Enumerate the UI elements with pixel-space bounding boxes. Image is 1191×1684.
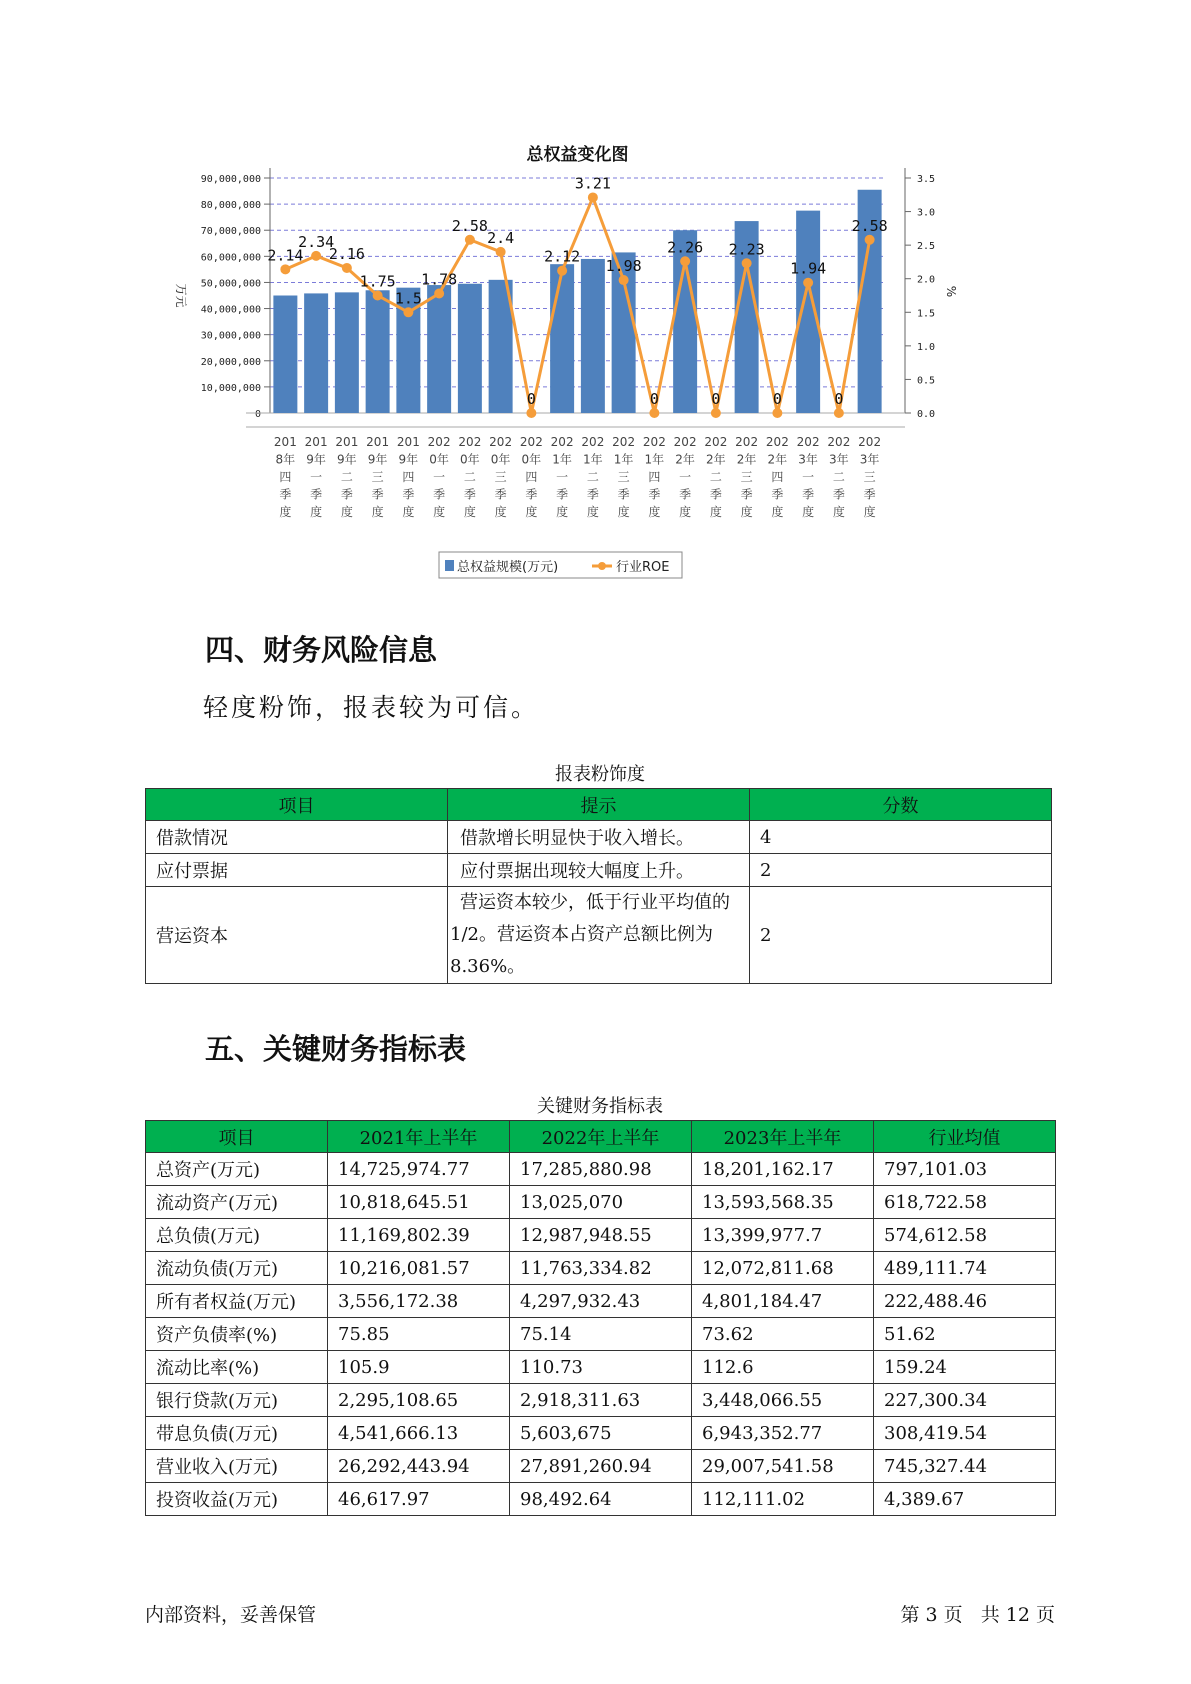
indicator-cell: 投资收益(万元) bbox=[146, 1483, 328, 1516]
roe-point bbox=[742, 258, 752, 268]
x-tick-label: 1年 bbox=[644, 452, 665, 467]
x-tick-label: 202 bbox=[489, 435, 513, 449]
roe-point bbox=[649, 408, 659, 418]
x-tick-label: 3年 bbox=[829, 452, 849, 467]
x-tick-label: 3年 bbox=[798, 452, 818, 467]
x-tick-label: 度 bbox=[556, 505, 569, 519]
indicator-cell: 3,556,172.38 bbox=[328, 1285, 510, 1318]
indicator-table-header bbox=[146, 1121, 1056, 1153]
y-right-tick-label: 2.0 bbox=[917, 274, 936, 286]
x-tick-label: 202 bbox=[858, 435, 882, 449]
x-tick-label: 202 bbox=[612, 435, 636, 449]
indicator-cell: 159.24 bbox=[874, 1351, 1056, 1384]
indicator-table bbox=[145, 1120, 1056, 1516]
indicator-cell: 资产负债率(%) bbox=[146, 1318, 328, 1351]
risk-cell: 2 bbox=[750, 887, 1052, 984]
x-tick-label: 3年 bbox=[859, 452, 880, 467]
x-tick-label: 二 bbox=[832, 470, 845, 484]
x-tick-label: 度 bbox=[617, 505, 630, 519]
x-tick-label: 三 bbox=[371, 470, 384, 484]
indicator-cell: 13,025,070 bbox=[510, 1186, 692, 1219]
roe-data-label: 1.78 bbox=[421, 270, 458, 289]
x-tick-label: 9年 bbox=[398, 452, 419, 467]
y-left-tick-label: 50,000,000 bbox=[200, 278, 261, 290]
indicator-cell: 51.62 bbox=[874, 1318, 1056, 1351]
bar-mark bbox=[427, 285, 451, 413]
table-row bbox=[146, 1450, 1056, 1483]
indicator-cell: 12,987,948.55 bbox=[510, 1219, 692, 1252]
roe-data-label: 1.98 bbox=[605, 257, 642, 276]
x-tick-label: 季 bbox=[709, 487, 722, 502]
table-row bbox=[146, 1219, 1056, 1252]
x-tick-label: 202 bbox=[427, 435, 451, 449]
roe-data-label: 1.5 bbox=[394, 289, 422, 308]
x-tick-label: 季 bbox=[617, 487, 630, 502]
y-left-tick-label: 0 bbox=[254, 409, 261, 420]
indicator-cell: 12,072,811.68 bbox=[692, 1252, 874, 1285]
x-tick-label: 202 bbox=[765, 435, 789, 449]
table-row bbox=[146, 854, 1052, 887]
indicator-cell: 4,801,184.47 bbox=[692, 1285, 874, 1318]
x-tick-label: 202 bbox=[735, 435, 759, 449]
risk-header-hint: 提示 bbox=[448, 789, 750, 821]
y-left-tick-label: 40,000,000 bbox=[200, 304, 261, 316]
roe-point bbox=[834, 408, 844, 418]
roe-point bbox=[680, 256, 690, 266]
bar-mark bbox=[581, 259, 605, 413]
x-tick-label: 202 bbox=[581, 435, 605, 449]
x-tick-label: 季 bbox=[586, 487, 599, 502]
table-row bbox=[146, 1351, 1056, 1384]
roe-data-label: 0 bbox=[649, 390, 659, 408]
x-tick-label: 季 bbox=[525, 487, 538, 502]
x-tick-label: 三 bbox=[740, 470, 753, 484]
table-row bbox=[146, 1186, 1056, 1219]
indicator-cell: 745,327.44 bbox=[874, 1450, 1056, 1483]
section4-title: 四、财务风险信息 bbox=[205, 633, 438, 667]
section5-title: 五、关键财务指标表 bbox=[205, 1032, 467, 1066]
x-tick-label: 一 bbox=[556, 470, 569, 484]
x-tick-label: 度 bbox=[679, 505, 692, 519]
x-tick-label: 度 bbox=[771, 505, 784, 519]
x-tick-label: 8年 bbox=[275, 452, 296, 467]
indicator-cell: 银行贷款(万元) bbox=[146, 1384, 328, 1417]
risk-table bbox=[145, 788, 1052, 984]
x-tick-label: 度 bbox=[832, 505, 845, 519]
equity-chart bbox=[150, 130, 970, 600]
roe-data-label: 3.21 bbox=[574, 174, 611, 193]
page-number: 第 3 页 共 12 页 bbox=[900, 1604, 1055, 1626]
roe-point bbox=[865, 235, 875, 245]
x-tick-label: 201 bbox=[273, 435, 297, 449]
x-tick-label: 季 bbox=[679, 487, 692, 502]
y-right-tick-label: 3.5 bbox=[917, 174, 936, 185]
risk-cell: 2 bbox=[750, 854, 1052, 887]
indicator-cell: 总资产(万元) bbox=[146, 1153, 328, 1186]
chart-title: 总权益变化图 bbox=[526, 145, 629, 165]
bar-mark bbox=[335, 292, 359, 413]
indicator-cell: 14,725,974.77 bbox=[328, 1153, 510, 1186]
legend-line-label: 行业ROE bbox=[616, 560, 670, 575]
indicator-cell: 46,617.97 bbox=[328, 1483, 510, 1516]
indicator-header-4: 行业均值 bbox=[874, 1121, 1056, 1153]
x-tick-label: 度 bbox=[863, 505, 876, 519]
x-tick-label: 9年 bbox=[306, 452, 326, 467]
roe-point bbox=[803, 278, 813, 288]
y-left-tick-label: 80,000,000 bbox=[200, 200, 261, 212]
roe-data-label: 2.12 bbox=[544, 247, 581, 266]
indicator-cell: 27,891,260.94 bbox=[510, 1450, 692, 1483]
indicator-cell: 98,492.64 bbox=[510, 1483, 692, 1516]
risk-header-score: 分数 bbox=[750, 789, 1052, 821]
y-right-tick-label: 2.5 bbox=[917, 241, 936, 253]
table-row bbox=[146, 1285, 1056, 1318]
roe-point bbox=[711, 408, 721, 418]
roe-point bbox=[588, 192, 598, 202]
roe-data-label: 0 bbox=[711, 390, 721, 408]
x-tick-label: 二 bbox=[586, 470, 599, 484]
section4-summary: 轻度粉饰，报表较为可信。 bbox=[203, 693, 540, 722]
x-tick-label: 度 bbox=[463, 505, 476, 519]
x-tick-label: 度 bbox=[525, 505, 538, 519]
roe-data-label: 2.34 bbox=[298, 232, 335, 251]
x-tick-label: 度 bbox=[494, 505, 507, 519]
x-tick-label: 2年 bbox=[706, 452, 726, 467]
roe-point bbox=[434, 288, 444, 298]
x-tick-label: 一 bbox=[802, 470, 815, 484]
x-tick-label: 季 bbox=[371, 487, 384, 502]
x-tick-label: 季 bbox=[832, 487, 845, 502]
indicator-cell: 11,169,802.39 bbox=[328, 1219, 510, 1252]
x-tick-label: 202 bbox=[550, 435, 574, 449]
x-tick-label: 二 bbox=[340, 470, 353, 484]
table-row bbox=[146, 887, 1052, 984]
roe-point bbox=[311, 251, 321, 261]
risk-cell: 4 bbox=[750, 821, 1052, 854]
y-left-tick-label: 90,000,000 bbox=[200, 174, 261, 185]
x-tick-label: 季 bbox=[279, 487, 292, 502]
x-tick-label: 季 bbox=[802, 487, 815, 502]
risk-cell: 营运资本 bbox=[146, 887, 448, 984]
x-tick-label: 二 bbox=[709, 470, 722, 484]
x-tick-label: 201 bbox=[396, 435, 420, 449]
table2-caption: 关键财务指标表 bbox=[537, 1096, 663, 1117]
x-tick-label: 二 bbox=[463, 470, 476, 484]
indicator-cell: 574,612.58 bbox=[874, 1219, 1056, 1252]
x-tick-label: 四 bbox=[525, 470, 538, 484]
y-left-tick-label: 60,000,000 bbox=[200, 252, 261, 264]
table-row bbox=[146, 1483, 1056, 1516]
roe-data-label: 2.16 bbox=[328, 244, 365, 263]
x-tick-label: 季 bbox=[648, 487, 661, 502]
x-tick-label: 度 bbox=[402, 505, 415, 519]
roe-point bbox=[557, 266, 567, 276]
x-tick-label: 三 bbox=[494, 470, 507, 484]
indicator-cell: 6,943,352.77 bbox=[692, 1417, 874, 1450]
x-tick-label: 一 bbox=[679, 470, 692, 484]
risk-cell: 借款情况 bbox=[146, 821, 448, 854]
roe-data-label: 0 bbox=[772, 390, 782, 408]
table-row bbox=[146, 1384, 1056, 1417]
risk-cell: 营运资本较少，低于行业平均值的1/2。营运资本占资产总额比例为8.36%。 bbox=[448, 887, 750, 984]
indicator-cell: 4,541,666.13 bbox=[328, 1417, 510, 1450]
x-tick-label: 202 bbox=[827, 435, 851, 449]
roe-data-label: 0 bbox=[526, 390, 536, 408]
x-tick-label: 1年 bbox=[613, 452, 634, 467]
x-tick-label: 度 bbox=[740, 505, 753, 519]
indicator-header-3: 2023年上半年 bbox=[692, 1121, 874, 1153]
roe-data-label: 0 bbox=[834, 390, 844, 408]
table1-caption: 报表粉饰度 bbox=[555, 764, 645, 785]
y-right-tick-label: 0.5 bbox=[917, 375, 936, 387]
x-tick-label: 季 bbox=[310, 487, 323, 502]
legend-line-marker bbox=[598, 562, 606, 570]
x-tick-label: 202 bbox=[519, 435, 543, 449]
x-tick-label: 2年 bbox=[736, 452, 757, 467]
roe-data-label: 2.23 bbox=[728, 240, 765, 259]
indicator-cell: 75.85 bbox=[328, 1318, 510, 1351]
indicator-cell: 流动资产(万元) bbox=[146, 1186, 328, 1219]
indicator-cell: 112.6 bbox=[692, 1351, 874, 1384]
roe-data-label: 2.58 bbox=[451, 216, 488, 235]
legend-bar-swatch bbox=[445, 560, 454, 571]
indicator-cell: 4,389.67 bbox=[874, 1483, 1056, 1516]
roe-point bbox=[772, 408, 782, 418]
x-tick-label: 度 bbox=[802, 505, 815, 519]
table-row bbox=[146, 1252, 1056, 1285]
x-tick-label: 度 bbox=[279, 505, 292, 519]
indicator-cell: 26,292,443.94 bbox=[328, 1450, 510, 1483]
indicator-cell: 营业收入(万元) bbox=[146, 1450, 328, 1483]
x-tick-label: 一 bbox=[433, 470, 446, 484]
x-tick-label: 9年 bbox=[367, 452, 388, 467]
x-tick-label: 202 bbox=[673, 435, 697, 449]
indicator-cell: 222,488.46 bbox=[874, 1285, 1056, 1318]
x-tick-label: 季 bbox=[771, 487, 784, 502]
x-tick-label: 季 bbox=[494, 487, 507, 502]
y-left-tick-label: 10,000,000 bbox=[200, 382, 261, 394]
roe-point bbox=[619, 275, 629, 285]
y-left-axis-label: 万元 bbox=[174, 283, 188, 308]
x-tick-label: 1年 bbox=[552, 452, 572, 467]
roe-point bbox=[465, 235, 475, 245]
x-tick-label: 季 bbox=[340, 487, 353, 502]
indicator-header-0: 项目 bbox=[146, 1121, 328, 1153]
roe-point bbox=[496, 247, 506, 257]
indicator-cell: 总负债(万元) bbox=[146, 1219, 328, 1252]
x-tick-label: 201 bbox=[335, 435, 359, 449]
roe-point bbox=[280, 264, 290, 274]
roe-data-label: 2.14 bbox=[267, 246, 304, 265]
roe-data-label: 2.4 bbox=[487, 228, 515, 247]
x-tick-label: 201 bbox=[366, 435, 390, 449]
x-tick-label: 度 bbox=[648, 505, 661, 519]
indicator-cell: 797,101.03 bbox=[874, 1153, 1056, 1186]
x-tick-label: 2年 bbox=[767, 452, 788, 467]
indicator-cell: 489,111.74 bbox=[874, 1252, 1056, 1285]
indicator-cell: 13,399,977.7 bbox=[692, 1219, 874, 1252]
y-left-tick-label: 70,000,000 bbox=[200, 226, 261, 238]
indicator-cell: 110.73 bbox=[510, 1351, 692, 1384]
roe-point bbox=[342, 263, 352, 273]
x-tick-label: 度 bbox=[340, 505, 353, 519]
indicator-header-1: 2021年上半年 bbox=[328, 1121, 510, 1153]
x-tick-label: 季 bbox=[402, 487, 415, 502]
table-row bbox=[146, 1417, 1056, 1450]
x-tick-label: 0年 bbox=[521, 452, 542, 467]
risk-header-item: 项目 bbox=[146, 789, 448, 821]
x-tick-label: 季 bbox=[463, 487, 476, 502]
roe-point bbox=[526, 408, 536, 418]
indicator-cell: 18,201,162.17 bbox=[692, 1153, 874, 1186]
indicator-cell: 308,419.54 bbox=[874, 1417, 1056, 1450]
indicator-cell: 5,603,675 bbox=[510, 1417, 692, 1450]
indicator-cell: 17,285,880.98 bbox=[510, 1153, 692, 1186]
table-row bbox=[146, 1318, 1056, 1351]
indicator-cell: 112,111.02 bbox=[692, 1483, 874, 1516]
roe-data-label: 1.75 bbox=[359, 272, 396, 291]
bar-mark bbox=[458, 284, 482, 413]
roe-data-label: 1.94 bbox=[790, 259, 827, 278]
indicator-cell: 流动负债(万元) bbox=[146, 1252, 328, 1285]
x-tick-label: 季 bbox=[740, 487, 753, 502]
x-tick-label: 1年 bbox=[583, 452, 603, 467]
y-right-tick-label: 1.0 bbox=[917, 341, 936, 353]
x-tick-label: 度 bbox=[586, 505, 599, 519]
indicator-cell: 11,763,334.82 bbox=[510, 1252, 692, 1285]
footer-note: 内部资料，妥善保管 bbox=[145, 1604, 317, 1626]
x-tick-label: 四 bbox=[648, 470, 661, 484]
roe-data-label: 2.26 bbox=[667, 238, 704, 257]
indicator-header-2: 2022年上半年 bbox=[510, 1121, 692, 1153]
indicator-cell: 10,818,645.51 bbox=[328, 1186, 510, 1219]
risk-cell: 应付票据出现较大幅度上升。 bbox=[448, 854, 750, 887]
x-tick-label: 三 bbox=[863, 470, 876, 484]
x-tick-label: 201 bbox=[304, 435, 328, 449]
indicator-cell: 流动比率(%) bbox=[146, 1351, 328, 1384]
y-right-axis-label: % bbox=[944, 285, 958, 298]
x-tick-label: 三 bbox=[617, 470, 630, 484]
indicator-cell: 带息负债(万元) bbox=[146, 1417, 328, 1450]
x-tick-label: 9年 bbox=[337, 452, 357, 467]
x-tick-label: 季 bbox=[863, 487, 876, 502]
risk-cell: 应付票据 bbox=[146, 854, 448, 887]
bar-mark bbox=[273, 296, 297, 414]
indicator-cell: 29,007,541.58 bbox=[692, 1450, 874, 1483]
x-tick-label: 四 bbox=[771, 470, 784, 484]
risk-table-header bbox=[146, 789, 1052, 821]
indicator-cell: 2,918,311.63 bbox=[510, 1384, 692, 1417]
x-tick-label: 0年 bbox=[429, 452, 449, 467]
roe-point bbox=[403, 307, 413, 317]
x-tick-label: 度 bbox=[433, 505, 446, 519]
y-left-tick-label: 20,000,000 bbox=[200, 356, 261, 368]
indicator-cell: 3,448,066.55 bbox=[692, 1384, 874, 1417]
y-left-tick-label: 30,000,000 bbox=[200, 330, 261, 342]
bar-mark bbox=[304, 293, 328, 413]
indicator-cell: 227,300.34 bbox=[874, 1384, 1056, 1417]
x-tick-label: 2年 bbox=[675, 452, 695, 467]
indicator-cell: 所有者权益(万元) bbox=[146, 1285, 328, 1318]
indicator-cell: 105.9 bbox=[328, 1351, 510, 1384]
x-tick-label: 202 bbox=[642, 435, 666, 449]
indicator-cell: 2,295,108.65 bbox=[328, 1384, 510, 1417]
y-right-tick-label: 3.0 bbox=[917, 207, 936, 219]
legend-bar-label: 总权益规模(万元) bbox=[457, 560, 559, 575]
x-tick-label: 0年 bbox=[460, 452, 480, 467]
x-tick-label: 四 bbox=[279, 470, 292, 484]
table-row bbox=[146, 821, 1052, 854]
x-tick-label: 0年 bbox=[490, 452, 511, 467]
indicator-cell: 10,216,081.57 bbox=[328, 1252, 510, 1285]
risk-cell: 借款增长明显快于收入增长。 bbox=[448, 821, 750, 854]
x-tick-label: 度 bbox=[371, 505, 384, 519]
table-row bbox=[146, 1153, 1056, 1186]
equity-chart-svg bbox=[150, 130, 970, 600]
indicator-cell: 13,593,568.35 bbox=[692, 1186, 874, 1219]
x-tick-label: 一 bbox=[310, 470, 323, 484]
indicator-cell: 73.62 bbox=[692, 1318, 874, 1351]
indicator-cell: 618,722.58 bbox=[874, 1186, 1056, 1219]
x-tick-label: 季 bbox=[433, 487, 446, 502]
y-right-tick-label: 1.5 bbox=[917, 308, 936, 320]
x-tick-label: 度 bbox=[310, 505, 323, 519]
roe-point bbox=[373, 291, 383, 301]
x-tick-label: 四 bbox=[402, 470, 415, 484]
x-tick-label: 202 bbox=[796, 435, 820, 449]
roe-data-label: 2.58 bbox=[851, 216, 888, 235]
indicator-cell: 4,297,932.43 bbox=[510, 1285, 692, 1318]
x-tick-label: 度 bbox=[709, 505, 722, 519]
x-tick-label: 季 bbox=[556, 487, 569, 502]
x-tick-label: 202 bbox=[704, 435, 728, 449]
indicator-cell: 75.14 bbox=[510, 1318, 692, 1351]
y-right-tick-label: 0.0 bbox=[917, 409, 936, 420]
bar-mark bbox=[550, 264, 574, 413]
x-tick-label: 202 bbox=[458, 435, 482, 449]
bar-mark bbox=[366, 290, 390, 413]
